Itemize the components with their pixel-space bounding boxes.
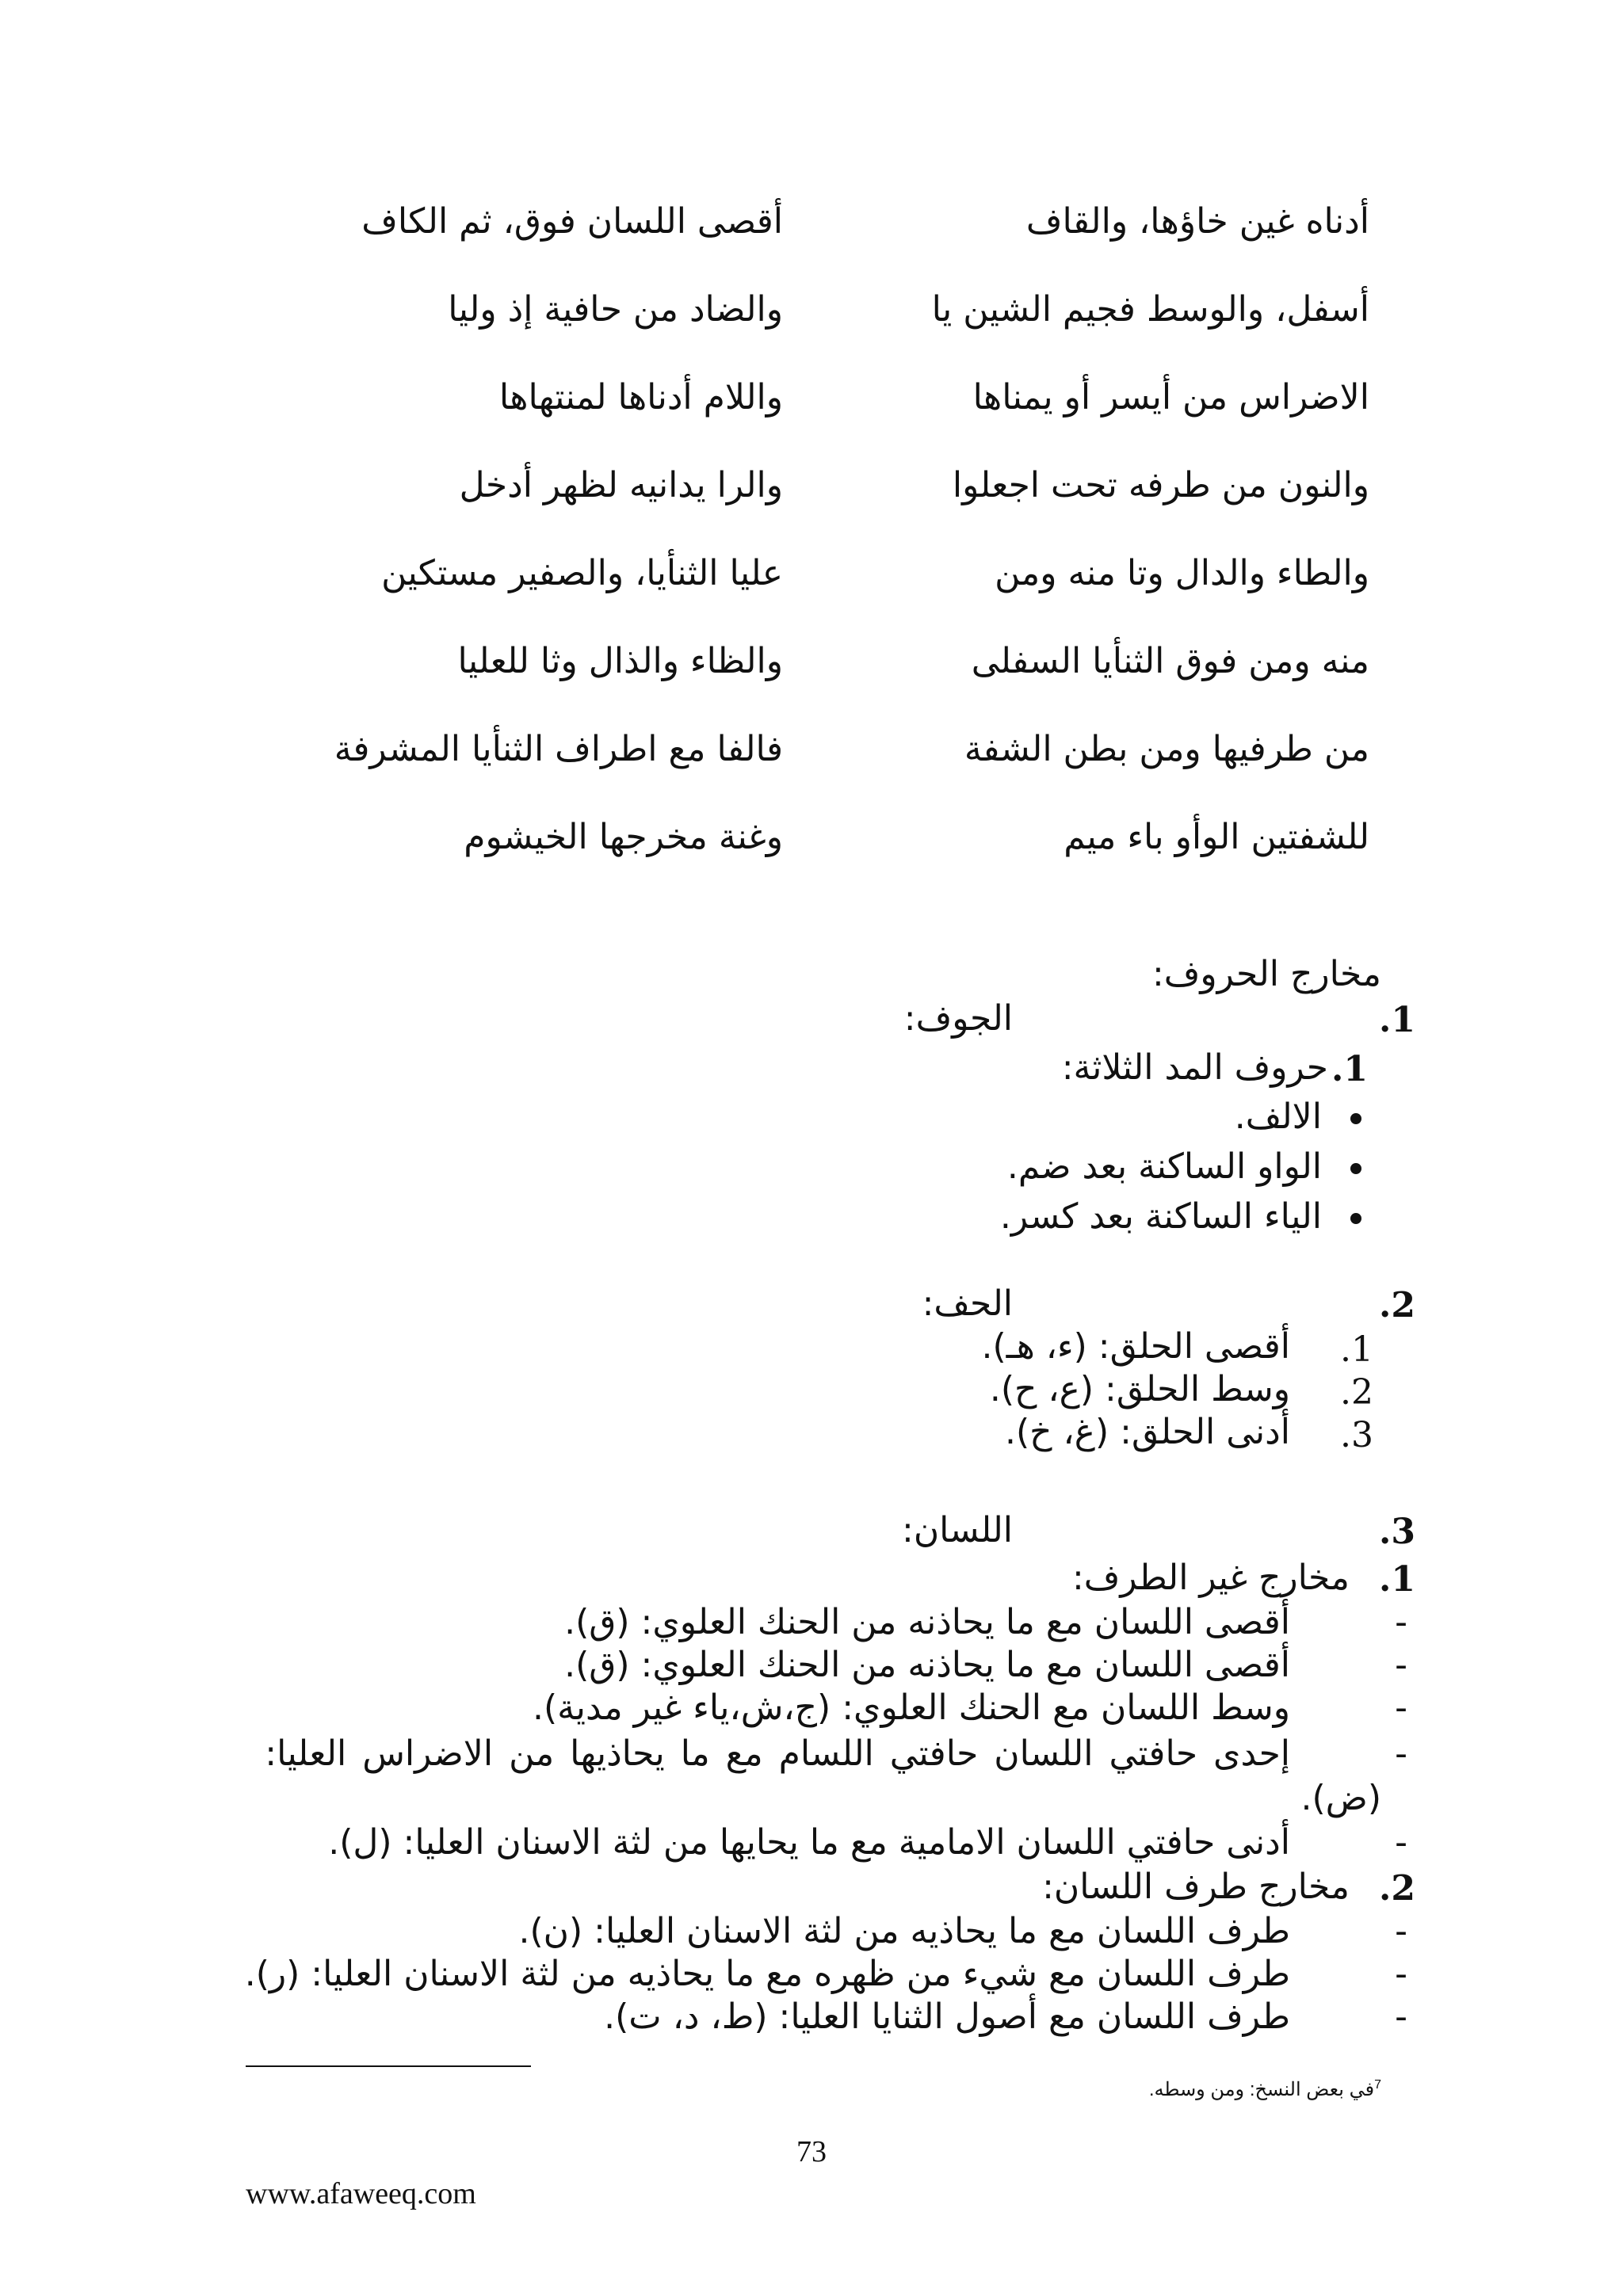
verse-right-5: والطاء والدال وتا منه ومن <box>995 553 1369 593</box>
verse-right-6: منه ومن فوق الثنأيا السفلى <box>971 641 1369 681</box>
verse-right-4: والنون من طرفه تحت اجعلوا <box>952 465 1369 505</box>
jawf-sub-number: 1. <box>1331 1049 1368 1089</box>
footnote-text: في بعض النسخ: ومن وسطه. <box>1148 2079 1375 2100</box>
halq-item-number-1: 1. <box>1340 1329 1373 1370</box>
verse-right-8: للشفتين الوأو باء ميم <box>1064 817 1369 857</box>
verse-right-2: أسفل، والوسط فجيم الشين يا <box>931 289 1369 330</box>
madd-bullet-2 <box>1350 1145 1361 1189</box>
dash-8: - <box>1395 1997 1407 2037</box>
page-number: 73 <box>796 2135 827 2168</box>
lisan-sub1-item-5: أدنى حافتي اللسان الامامية مع ما يحايها من لثة الاسنان العليا: (ل). <box>328 1822 1290 1863</box>
verse-left-3: واللام أدناها لمنتهاها <box>498 377 783 418</box>
lisan-sub2-title: مخارج طرف اللسان: <box>1042 1867 1350 1907</box>
jawf-title: الجوف: <box>903 998 1013 1039</box>
dash-1: - <box>1395 1602 1407 1642</box>
halq-item-2: وسط الحلق: (ع، ح). <box>989 1369 1290 1409</box>
verse-left-5: عليا الثنأيا، والصفير مستكين <box>381 553 783 593</box>
lisan-sub2-item-2: طرف اللسان مع شيء من ظهره مع ما يحاذيه من لثة الاسنان العليا: (ر). <box>244 1954 1290 1994</box>
lisan-sub2-item-1: طرف اللسان مع ما يحاذيه من لثة الاسنان العليا: (ن). <box>518 1911 1290 1951</box>
bullet-icon <box>1350 1213 1361 1224</box>
verse-left-6: والظاء والذال وثا للعليا <box>457 641 783 681</box>
dash-2: - <box>1395 1645 1407 1685</box>
lisan-sub1-title: مخارج غير الطرف: <box>1071 1558 1350 1598</box>
lisan-sub1-item-4-cont: (ض). <box>1300 1778 1381 1818</box>
verse-right-3: الاضراس من أيسر أو يمناها <box>972 377 1369 418</box>
lisan-sub2-number: 2. <box>1379 1868 1415 1909</box>
website-link[interactable]: www.afaweeq.com <box>246 2177 476 2210</box>
lisan-number: 3. <box>1379 1512 1415 1552</box>
dash-7: - <box>1395 1954 1407 1994</box>
halq-item-1: أقصى الحلق: (ء، هـ). <box>981 1326 1290 1367</box>
footnote <box>1149 2078 1381 2101</box>
verse-left-2: والضاد من حافية إذ وليا <box>448 289 783 330</box>
lisan-sub2-item-3: طرف اللسان مع أصول الثنايا العليا: (ط، د، ت). <box>604 1997 1290 2037</box>
footnote-separator <box>246 2065 531 2067</box>
lisan-sub1-item-2: أقصى اللسان مع ما يحاذنه من الحنك العلوي: (ق). <box>564 1645 1290 1685</box>
madd-item-1: الالف. <box>1234 1097 1322 1137</box>
madd-bullet-1 <box>1350 1095 1361 1139</box>
lisan-sub1-item-1: أقصى اللسان مع ما يحاذنه من الحنك العلوي: (ق). <box>564 1602 1290 1642</box>
dash-3: - <box>1395 1688 1407 1728</box>
madd-item-2: الواو الساكنة بعد ضم. <box>1006 1146 1322 1187</box>
jawf-sub-title: حروف المد الثلاثة: <box>1061 1047 1328 1088</box>
section-title: مخارج الحروف: <box>1151 954 1381 994</box>
footnote-mark: 7 <box>1374 2078 1381 2092</box>
verse-left-7: فالفا مع اطراف الثنأيا المشرفة <box>334 729 783 769</box>
dash-4: - <box>1395 1733 1407 1774</box>
madd-item-3: الياء الساكنة بعد كسر. <box>999 1196 1322 1237</box>
bullet-icon <box>1350 1163 1361 1174</box>
verse-right-7: من طرفيها ومن بطن الشفة <box>964 729 1369 769</box>
verse-left-8: وغنة مخرجها الخيشوم <box>464 817 783 857</box>
halq-title: الحف: <box>922 1283 1013 1324</box>
lisan-sub1-number: 1. <box>1379 1559 1415 1600</box>
lisan-sub1-item-3: وسط اللسان مع الحنك العلوي: (ج،ش،ياء غير مدية). <box>533 1688 1290 1728</box>
lisan-sub1-item-4: إحدى حافتي اللسان حافتي اللسام مع ما يحاذيها من الاضراس العليا: <box>265 1733 1290 1774</box>
dash-6: - <box>1395 1911 1407 1951</box>
verse-left-4: والرا يدانيه لظهر أدخل <box>459 465 783 505</box>
halq-item-number-3: 3. <box>1340 1415 1373 1455</box>
halq-item-number-2: 2. <box>1340 1372 1373 1413</box>
dash-5: - <box>1395 1822 1407 1863</box>
halq-number: 2. <box>1379 1285 1415 1325</box>
verse-right-1: أدناه غين خاؤها، والقاف <box>1025 201 1369 242</box>
lisan-title: اللسان: <box>902 1510 1013 1550</box>
bullet-icon <box>1350 1113 1361 1124</box>
jawf-number: 1. <box>1379 1000 1415 1040</box>
verse-left-1: أقصى اللسان فوق، ثم الكاف <box>361 201 783 242</box>
madd-bullet-3 <box>1350 1195 1361 1239</box>
halq-item-3: أدنى الحلق: (غ، خ). <box>1005 1412 1290 1452</box>
